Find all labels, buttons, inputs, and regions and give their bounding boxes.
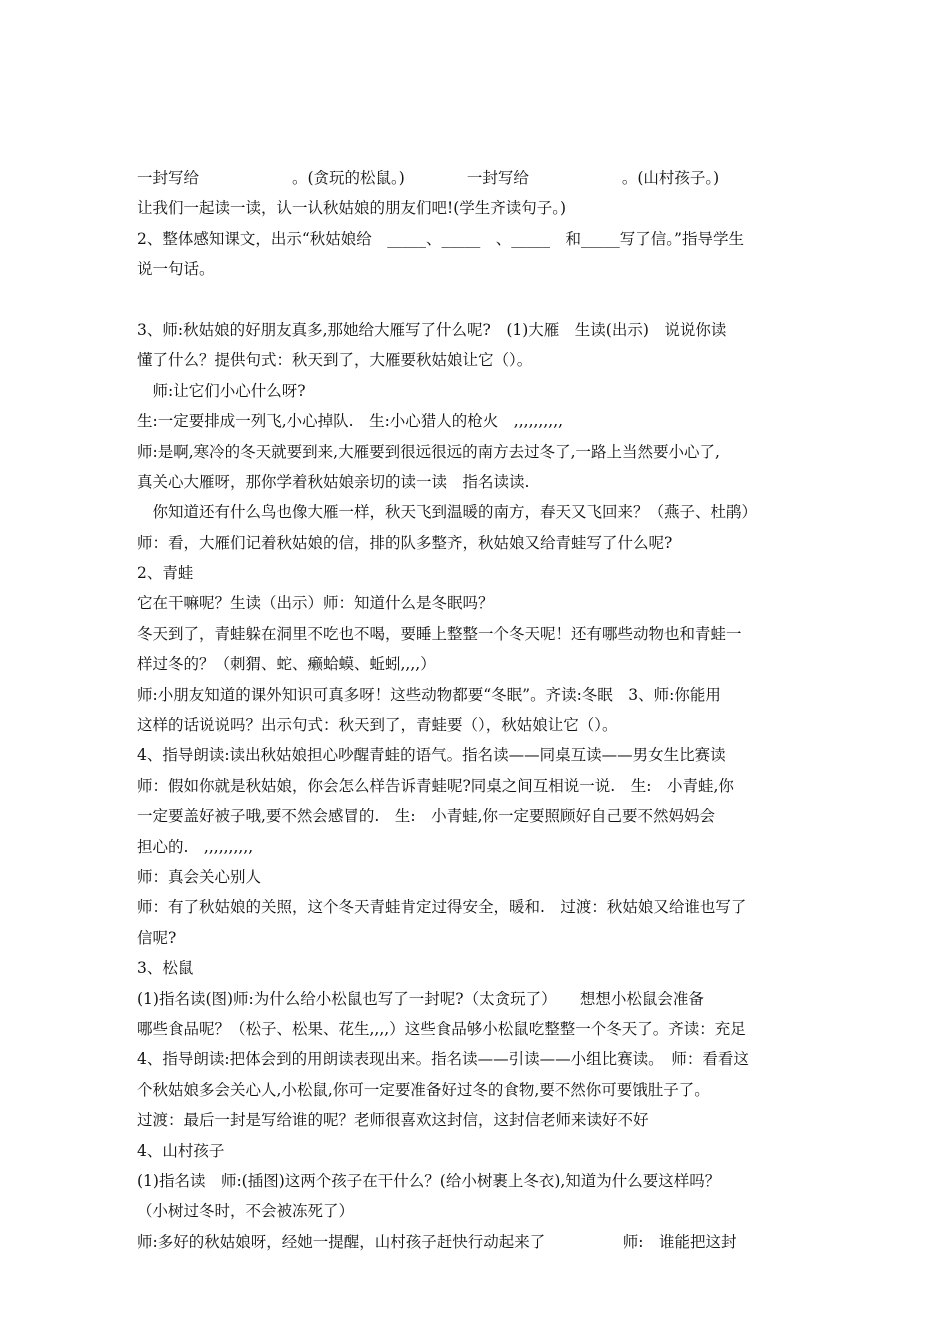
text-line: 个秋姑娘多会关心人,小松鼠,你可一定要准备好过冬的食物,要不然你可要饿肚子了。: [137, 1080, 710, 1099]
text-line: 你知道还有什么鸟也像大雁一样，秋天飞到温暖的南方，春天又飞回来？（燕子、杜鹃）: [137, 503, 758, 522]
text-line: （小树过冬时，不会被冻死了）: [137, 1202, 355, 1221]
section-heading: 3、松鼠: [137, 959, 194, 978]
document-body: [137, 163, 827, 1257]
text-line: 4、指导朗读:读出秋姑娘担心吵醒青蛙的语气。指名读——同桌互读——男女生比赛读: [137, 746, 726, 765]
text-line: 让我们一起读一读，认一认秋姑娘的朋友们吧!(学生齐读句子。): [137, 199, 567, 218]
text-line: 一封写给 。(贪玩的松鼠。) 一封写给 。(山村孩子。): [137, 169, 720, 187]
text-line: 师:是啊,寒冷的冬天就要到来,大雁要到很远很远的南方去过冬了,一路上当然要小心了,: [137, 442, 720, 461]
text-line: 师：真会关心别人: [137, 867, 262, 886]
text-line: 信呢?: [137, 928, 177, 947]
text-line: 冬天到了，青蛙躲在洞里不吃也不喝，要睡上整整一个冬天呢！还有哪些动物也和青蛙一: [137, 624, 742, 643]
text-line: 一定要盖好被子哦,要不然会感冒的. 生: 小青蛙,你一定要照顾好自己要不然妈妈会: [137, 807, 716, 826]
text-line: (1)指名读 师:(插图)这两个孩子在干什么？(给小树裹上冬衣),知道为什么要这样吗？: [137, 1171, 721, 1190]
text-line: 师：看，大雁们记着秋姑娘的信，排的队多整齐，秋姑娘又给青蛙写了什么呢?: [137, 533, 673, 552]
text-line: 说一句话。: [137, 260, 215, 279]
text-line: 担心的. ,,,,,,,,,,: [137, 837, 254, 856]
section-heading: 2、青蛙: [137, 564, 194, 583]
text-line: 哪些食品呢？（松子、松果、花生,,,,）这些食品够小松鼠吃整整一个冬天了。齐读：充足: [137, 1019, 746, 1038]
text-line: 4、指导朗读:把体会到的用朗读表现出来。指名读——引读——小组比赛读。 师：看看这: [137, 1050, 749, 1069]
text-line: 师:小朋友知道的课外知识可真多呀！这些动物都要“冬眠”。齐读:冬眠 3、师:你能用: [137, 685, 721, 704]
text-line: 懂了什么？提供句式：秋天到了，大雁要秋姑娘让它（）。: [137, 351, 533, 370]
text-line: 3、师:秋姑娘的好朋友真多,那她给大雁写了什么呢? (1)大雁 生读(出示) 说说你读: [137, 320, 727, 339]
text-line: 这样的话说说吗？出示句式：秋天到了，青蛙要（），秋姑娘让它（）。: [137, 716, 618, 735]
blank-line: [137, 285, 827, 315]
text-line: (1)指名读(图)师:为什么给小松鼠也写了一封呢?（太贪玩了） 想想小松鼠会准备: [137, 989, 704, 1008]
text-line: 过渡：最后一封是写给谁的呢？老师很喜欢这封信，这封信老师来读好不好: [137, 1111, 649, 1130]
text-line: 师:让它们小心什么呀?: [137, 381, 306, 400]
text-line: 师：假如你就是秋姑娘，你会怎么样告诉青蛙呢?同桌之间互相说一说. 生: 小青蛙,你: [137, 776, 734, 795]
text-line: 真关心大雁呀，那你学着秋姑娘亲切的读一读 指名读读.: [137, 472, 530, 491]
text-line: 样过冬的？（刺猬、蛇、癞蛤蟆、蚯蚓,,,,）: [137, 655, 436, 674]
text-line: 师：有了秋姑娘的关照，这个冬天青蛙肯定过得安全，暖和. 过渡：秋姑娘又给谁也写了: [137, 898, 747, 917]
text-line: 生:一定要排成一列飞,小心掉队. 生:小心猎人的枪火 ,,,,,,,,,,: [137, 412, 564, 431]
text-line: 它在干嘛呢？生读（出示）师：知道什么是冬眠吗？: [137, 594, 494, 613]
section-heading: 4、山村孩子: [137, 1141, 225, 1160]
text-line: 师:多好的秋姑娘呀，经她一提醒，山村孩子赶快行动起来了 师: 谁能把这封: [137, 1232, 737, 1251]
text-line: 2、整体感知课文，出示“秋姑娘给 _____、_____ 、_____ 和_____写了信。”指导学生: [137, 229, 744, 248]
